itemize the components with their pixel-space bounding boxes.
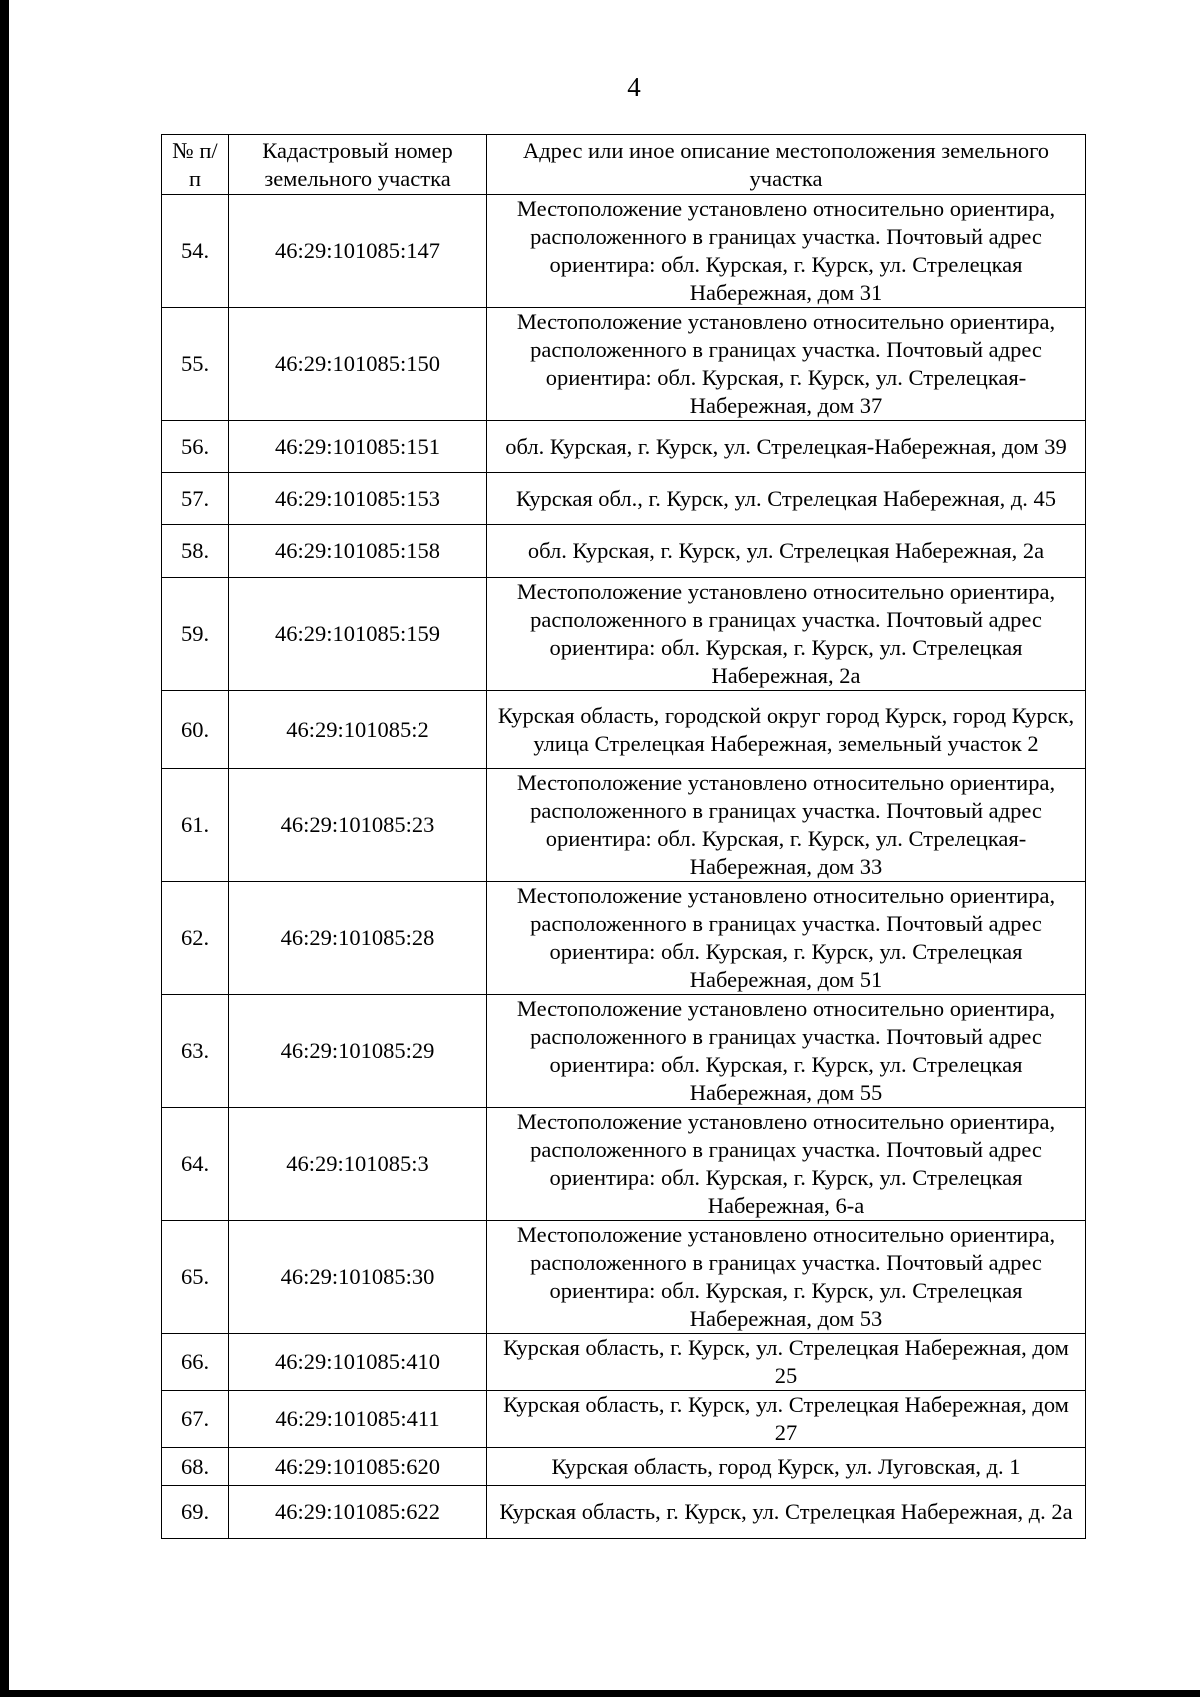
row-number: 68. [162, 1448, 229, 1486]
plot-address: Местоположение установлено относительно ориентира, расположенного в границах участка. Почтовый адрес ориентира: обл. Курская, г. Курск, ул. Стрелецкая Набережная, дом 53 [487, 1221, 1086, 1334]
row-number: 54. [162, 195, 229, 308]
table-row [162, 525, 1086, 578]
plot-address: Курская область, г. Курск, ул. Стрелецкая Набережная, д. 2а [487, 1486, 1086, 1539]
row-number: 65. [162, 1221, 229, 1334]
plot-address: Курская обл., г. Курск, ул. Стрелецкая Набережная, д. 45 [487, 473, 1086, 525]
table-row [162, 1486, 1086, 1539]
cadastral-number: 46:29:101085:159 [229, 578, 487, 691]
table-row [162, 308, 1086, 421]
plot-address: Курская область, г. Курск, ул. Стрелецкая Набережная, дом 27 [487, 1391, 1086, 1448]
table-row [162, 1334, 1086, 1391]
cadastral-number: 46:29:101085:150 [229, 308, 487, 421]
table-row [162, 578, 1086, 691]
cadastral-number: 46:29:101085:622 [229, 1486, 487, 1539]
row-number: 64. [162, 1108, 229, 1221]
header-num: № п/п [162, 135, 229, 195]
scan-edge-left [0, 0, 9, 1697]
plot-address: Курская область, городской округ город Курск, город Курск, улица Стрелецкая Набережная, земельный участок 2 [487, 691, 1086, 769]
table-row [162, 421, 1086, 473]
row-number: 58. [162, 525, 229, 578]
row-number: 57. [162, 473, 229, 525]
row-number: 69. [162, 1486, 229, 1539]
plot-address: Местоположение установлено относительно ориентира, расположенного в границах участка. Почтовый адрес ориентира: обл. Курская, г. Курск, ул. Стрелецкая Набережная, дом 51 [487, 882, 1086, 995]
scan-edge-bottom [0, 1690, 1200, 1697]
cadastral-number: 46:29:101085:3 [229, 1108, 487, 1221]
plot-address: Курская область, город Курск, ул. Луговская, д. 1 [487, 1448, 1086, 1486]
row-number: 66. [162, 1334, 229, 1391]
row-number: 67. [162, 1391, 229, 1448]
header-address: Адрес или иное описание местоположения земельного участка [487, 135, 1086, 195]
table-row [162, 195, 1086, 308]
plot-address: Местоположение установлено относительно ориентира, расположенного в границах участка. Почтовый адрес ориентира: обл. Курская, г. Курск, ул. Стрелецкая Набережная, 2а [487, 578, 1086, 691]
row-number: 56. [162, 421, 229, 473]
page-number: 4 [627, 72, 641, 102]
cadastral-number: 46:29:101085:23 [229, 769, 487, 882]
row-number: 60. [162, 691, 229, 769]
cadastral-number: 46:29:101085:620 [229, 1448, 487, 1486]
plot-address: Местоположение установлено относительно ориентира, расположенного в границах участка. Почтовый адрес ориентира: обл. Курская, г. Курск, ул. Стрелецкая Набережная, 6-а [487, 1108, 1086, 1221]
land-plots-table [161, 134, 1086, 1539]
cadastral-number: 46:29:101085:153 [229, 473, 487, 525]
cadastral-number: 46:29:101085:147 [229, 195, 487, 308]
table-row [162, 691, 1086, 769]
cadastral-number: 46:29:101085:28 [229, 882, 487, 995]
row-number: 59. [162, 578, 229, 691]
cadastral-number: 46:29:101085:2 [229, 691, 487, 769]
table-row [162, 473, 1086, 525]
table-row [162, 995, 1086, 1108]
cadastral-number: 46:29:101085:410 [229, 1334, 487, 1391]
row-number: 62. [162, 882, 229, 995]
plot-address: Местоположение установлено относительно ориентира, расположенного в границах участка. Почтовый адрес ориентира: обл. Курская, г. Курск, ул. Стрелецкая-Набережная, дом 37 [487, 308, 1086, 421]
table-row [162, 1221, 1086, 1334]
plot-address: обл. Курская, г. Курск, ул. Стрелецкая-Набережная, дом 39 [487, 421, 1086, 473]
table-row [162, 769, 1086, 882]
table-header-row [162, 135, 1086, 195]
plot-address: Местоположение установлено относительно ориентира, расположенного в границах участка. Почтовый адрес ориентира: обл. Курская, г. Курск, ул. Стрелецкая Набережная, дом 55 [487, 995, 1086, 1108]
header-cadastral-number: Кадастровый номер земельного участка [229, 135, 487, 195]
cadastral-number: 46:29:101085:158 [229, 525, 487, 578]
plot-address: Местоположение установлено относительно ориентира, расположенного в границах участка. Почтовый адрес ориентира: обл. Курская, г. Курск, ул. Стрелецкая Набережная, дом 31 [487, 195, 1086, 308]
table-row [162, 1448, 1086, 1486]
plot-address: Местоположение установлено относительно ориентира, расположенного в границах участка. Почтовый адрес ориентира: обл. Курская, г. Курск, ул. Стрелецкая-Набережная, дом 33 [487, 769, 1086, 882]
row-number: 55. [162, 308, 229, 421]
plot-address: обл. Курская, г. Курск, ул. Стрелецкая Набережная, 2а [487, 525, 1086, 578]
table-row [162, 1391, 1086, 1448]
plot-address: Курская область, г. Курск, ул. Стрелецкая Набережная, дом 25 [487, 1334, 1086, 1391]
row-number: 61. [162, 769, 229, 882]
cadastral-number: 46:29:101085:30 [229, 1221, 487, 1334]
table-row [162, 1108, 1086, 1221]
cadastral-number: 46:29:101085:29 [229, 995, 487, 1108]
row-number: 63. [162, 995, 229, 1108]
cadastral-number: 46:29:101085:151 [229, 421, 487, 473]
cadastral-number: 46:29:101085:411 [229, 1391, 487, 1448]
table-row [162, 882, 1086, 995]
